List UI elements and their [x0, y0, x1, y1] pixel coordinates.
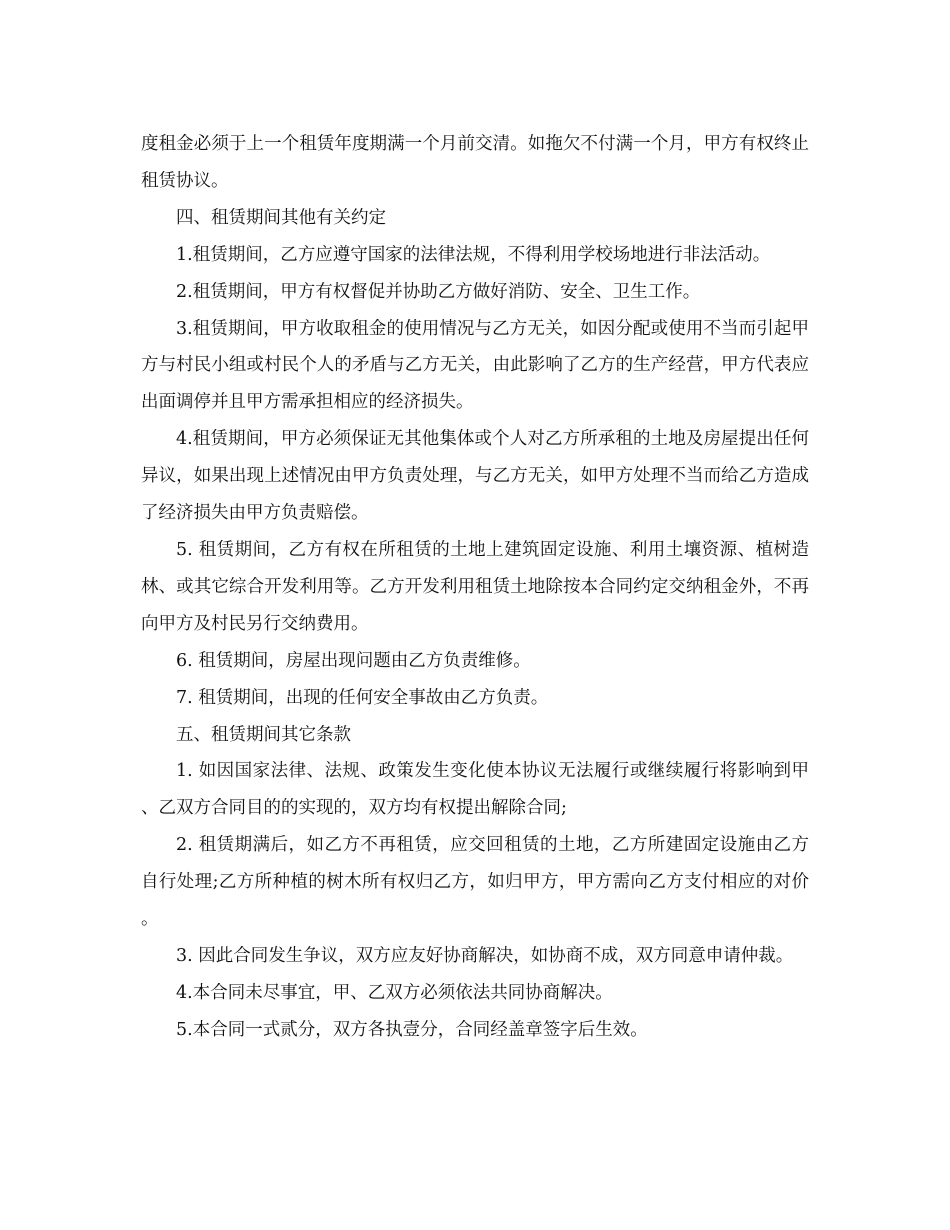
clause-5-3: 3. 因此合同发生争议，双方应友好协商解决，如协商不成，双方同意申请仲裁。: [176, 945, 794, 966]
clause-4-7: 7. 租赁期间，出现的任何安全事故由乙方负责。: [176, 687, 549, 708]
section-heading-5: 五、租赁期间其它条款: [176, 724, 351, 745]
section-heading-4: 四、租赁期间其他有关约定: [176, 207, 386, 228]
clause-4-5: 5. 租赁期间，乙方有权在所租赁的土地上建筑固定设施、利用土壤资源、植树造林、或其它综合开发利用等。乙方开发利用租赁土地除按本合同约定交纳租金外，不再向甲方及村民另行交纳费用。: [141, 539, 809, 634]
clause-4-1: 1.租赁期间，乙方应遵守国家的法律法规，不得利用学校场地进行非法活动。: [176, 244, 771, 265]
document-body: [141, 126, 809, 1049]
clause-5-4: 4.本合同未尽事宜，甲、乙双方必须依法共同协商解决。: [176, 982, 613, 1003]
clause-4-4: 4.租赁期间，甲方必须保证无其他集体或个人对乙方所承租的土地及房屋提出任何异议，如果出现上述情况由甲方负责处理，与乙方无关，如甲方处理不当而给乙方造成了经济损失由甲方负责赔偿。: [141, 429, 809, 524]
clause-5-1: 1. 如因国家法律、法规、政策发生变化使本协议无法履行或继续履行将影响到甲、乙双方合同目的的实现的，双方均有权提出解除合同;: [141, 761, 809, 819]
clause-4-2: 2.租赁期间，甲方有权督促并协助乙方做好消防、安全、卫生工作。: [176, 281, 701, 302]
clause-4-3: 3.租赁期间，甲方收取租金的使用情况与乙方无关，如因分配或使用不当而引起甲方与村民小组或村民个人的矛盾与乙方无关，由此影响了乙方的生产经营，甲方代表应出面调停并且甲方需承担相应的经济损失。: [141, 318, 809, 413]
clause-5-2: 2. 租赁期满后，如乙方不再租赁，应交回租赁的土地，乙方所建固定设施由乙方自行处理;乙方所种植的树木所有权归乙方，如归甲方，甲方需向乙方支付相应的对价。: [141, 835, 809, 930]
clause-4-6: 6. 租赁期间，房屋出现问题由乙方负责维修。: [176, 650, 531, 671]
paragraph-rent-deadline: 度租金必须于上一个租赁年度期满一个月前交清。如拖欠不付满一个月，甲方有权终止租赁协议。: [141, 134, 809, 191]
clause-5-5: 5.本合同一式贰分，双方各执壹分，合同经盖章签字后生效。: [176, 1019, 648, 1040]
